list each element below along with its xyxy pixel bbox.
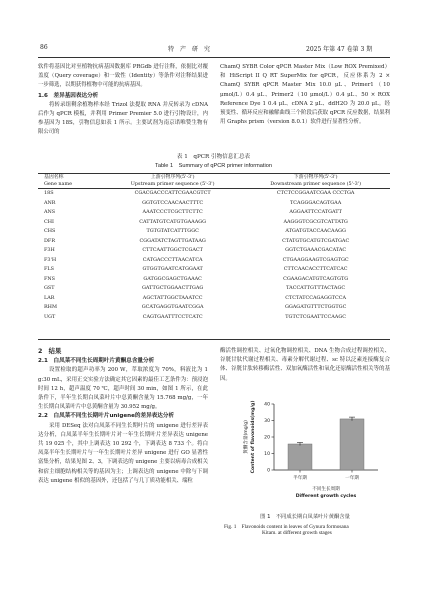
- gene-cell: FLS: [44, 266, 54, 272]
- col-up-en: Upstream primer sequence (5'-3'): [130, 181, 215, 187]
- journal-name: 特 产 研 究: [168, 46, 211, 53]
- table-row: [38, 208, 390, 218]
- y-tick-label: 20: [264, 435, 270, 441]
- table-caption-en: Table 1 Summary of qPCR primer information: [155, 163, 272, 169]
- flavonoid-bar-chart: [228, 388, 388, 508]
- upstream-primer-cell: CATTATGTCATGTGAAAGG: [139, 218, 207, 225]
- section-1-6-text: 将转录组剩余植物样本经 Trizol 法提取 RNA 并反转录为 cDNA 后作为 qPCR 模板，并利用 Primer Premier 5.0 进行引物设计，内参基因为 18S，引物信息如表 1 所示。主要试剂为南京诺唯赞生物有限公司的: [38, 101, 208, 136]
- upstream-primer-cell: CGACGACCCATTCGAACGTCT: [134, 190, 211, 196]
- upstream-primer-cell: CATGACCCTTAACATCA: [142, 256, 203, 263]
- gene-cell: 18S: [44, 190, 54, 196]
- section-2-2-continued: 酶活性调控相关、过氧化物调控相关、DNA 生物合成过程调控相关、谷胱甘肽代谢过程相关、毒素分解代谢过程、sc 特以泛素连接酶复合体、谷胱甘肽转移酶活性、双加氧酶活性和氧化还原酶活性相关等的基因。: [220, 348, 390, 382]
- x-tick-label: 一年期: [345, 476, 359, 481]
- table-row: [38, 199, 390, 209]
- y-tick-label: 40: [264, 402, 270, 408]
- table-row: [38, 189, 390, 199]
- upstream-primer-cell: CTTCAATTGGCTCGACT: [142, 247, 203, 253]
- upstream-primer-cell: GCATGAGGTGAATCGGA: [141, 304, 204, 310]
- downstream-primer-cell: CTCTATCCAGAGGTCCA: [285, 294, 347, 301]
- table-row: [38, 313, 390, 323]
- y-tick-label: 10: [264, 452, 270, 458]
- col-down-en: Downstream primer sequence (5'-3'): [270, 181, 362, 187]
- downstream-primer-cell: AGGAATTCCATGATT: [289, 209, 342, 215]
- table-row: [38, 237, 390, 247]
- table-row: [38, 303, 390, 313]
- upstream-primer-cell: GATTGCTGGAACTTGAG: [142, 285, 204, 291]
- gene-cell: UGT: [44, 313, 56, 320]
- gene-cell: F3'H: [44, 256, 57, 263]
- upstream-primer-cell: GGTGTCCAACAACTTTC: [142, 199, 204, 206]
- gene-cell: RHM: [44, 304, 57, 310]
- col-gene-en: Gene name: [44, 181, 72, 187]
- upstream-primer-cell: GATGGCGAGCTGAAAC: [143, 275, 202, 282]
- downstream-primer-cell: CTGAAGGAAGTCGAGTGC: [282, 256, 349, 263]
- downstream-primer-cell: ATGATGTACCAACAAGG: [285, 228, 346, 234]
- bar: [288, 444, 312, 470]
- primer-table: [38, 174, 390, 322]
- gene-cell: ANR: [44, 199, 56, 206]
- downstream-primer-cell: TGTCTCGAATTCCAAGC: [285, 313, 346, 320]
- upstream-primer-cell: AGCTATTGGCTAAATCC: [142, 294, 203, 301]
- gene-cell: CHS: [44, 228, 56, 234]
- downstream-primer-cell: CTATGTGCATGTCGATGAC: [282, 237, 350, 244]
- upstream-primer-cell: CAGTGAATTTCCTCATC: [142, 313, 203, 320]
- section-1-6-title: 1.6 差异基因表达分析: [38, 92, 99, 99]
- gene-cell: CHI: [44, 218, 54, 225]
- table-row: [38, 256, 390, 266]
- table-bottom-rule: [38, 339, 390, 340]
- col-down-cn: 下游引物序列(5'-3'): [293, 174, 338, 180]
- x-axis-label-cn: 不同生长周期: [312, 487, 340, 492]
- results-left-column: [38, 347, 208, 486]
- header-rule: [38, 57, 390, 58]
- gene-cell: FNS: [44, 275, 56, 282]
- table-caption-cn: 表 1 qPCR 引物信息汇总表: [176, 154, 251, 160]
- table-row: [38, 246, 390, 256]
- upstream-primer-cell: TGTGTATCATTTGGC: [146, 228, 199, 234]
- y-axis-label-en: Content of flavonoids(mg/g): [251, 400, 256, 474]
- upstream-primer-cell: AAATCCCTCGCTTCTTC: [142, 209, 203, 215]
- gene-cell: F3H: [44, 247, 55, 253]
- downstream-primer-cell: GGAGATGTTTCTGGTGC: [284, 304, 347, 310]
- table-row: [38, 275, 390, 285]
- intro-right-column: [220, 63, 390, 127]
- figure-caption-en-1: Fig. 1 Flavonoids content in leaves of Gynura formosana: [224, 524, 349, 530]
- y-tick-label: 30: [264, 419, 270, 425]
- table-row: [38, 284, 390, 294]
- page-number: 86: [40, 44, 48, 51]
- upstream-primer-cell: CGGATATCTAGTTGATAAG: [139, 237, 206, 244]
- gene-cell: ANS: [44, 209, 56, 215]
- intro-paragraph: 软件将基因比对至植物抗病基因数据库 PRGdb 进行注释，依据比对覆盖度（Query coverage）和一致性（Identity）等条件对注释结果进一步筛选，以期获得植物中可能的抗病基因。: [38, 64, 208, 89]
- downstream-primer-cell: TCAGGGACAGTGAA: [290, 199, 342, 206]
- table-row: [38, 227, 390, 237]
- x-tick-label: 半年期: [293, 476, 307, 481]
- issue-info: 2025 年第 47 卷第 3 期: [306, 46, 373, 53]
- col-gene-cn: 基因名称: [44, 174, 64, 180]
- table-row: [38, 294, 390, 304]
- bar: [340, 419, 364, 470]
- upstream-primer-cell: GTGGTGAATCATGGAAT: [142, 266, 203, 272]
- downstream-primer-cell: GGTCTGAAACGACATAC: [285, 247, 347, 253]
- downstream-primer-cell: CTTCAACACCTTCATCAC: [283, 266, 348, 272]
- gene-cell: GST: [44, 285, 55, 291]
- y-axis-label-cn: 黄酮含量(mg/g): [244, 420, 249, 454]
- results-right-column: [220, 347, 390, 384]
- section-2-2-title: 2.2 白凤菜不同生长期叶片unigene的差异表达分析: [38, 413, 175, 420]
- col-up-cn: 上游引物序列(5'-3'): [150, 174, 195, 180]
- section-2-2-text: 采用 DESeq 法对白凤菜不同生长期叶片的 unigene 进行差异表达分析，白凤菜半年生长期叶片对一年生长期叶片差异表达 unigene 共 19 025 个，其中上调表达 10 292 个，下调表达 8 733 个。将白凤菜半年生长期叶片与一年生长期叶片差异 unigene 进行 GO 显著性富集分析，结果见图 2、3，下调表达的 unigene 主要以病毒合成相关和宿主细胞结构相关等的基因为主；上调表达的 unigene 中除与下调表达 unigene 相似的基因外，还包括了与几丁质功能相关、端粒: [38, 422, 208, 484]
- table-row: [38, 265, 390, 275]
- figure-caption-en-2: Kitam. at different growth stages: [262, 530, 332, 536]
- downstream-primer-cell: CTCTCCGGAATCGAA CCCTGA: [276, 190, 355, 196]
- gene-cell: DFR: [44, 237, 55, 244]
- x-axis-label-en: Different growth cycles: [295, 494, 357, 499]
- downstream-primer-cell: TACCATTGTTTACTAGC: [286, 285, 346, 291]
- intro-left-column: [38, 63, 208, 138]
- results-heading: 2 结果: [38, 348, 62, 355]
- downstream-primer-cell: CGAAGACATGTCAGTGTG: [283, 275, 349, 282]
- section-2-1-text: 设置检取的超声功率为 200 W，萃取浓度为 70%，料液比为 1 g:30 mL，采用正交实验方法确定其它因素的最佳工艺条件为：预浸泡时间 12 h，超声温度 70 ℃，超声时间 30 min，如图 1 所示，在此条件下，半年生长期白凤菜叶片中总黄酮含量为 15.768 mg/g，一年生长期白凤菜叶片中总黄酮含量为 30.952 mg/g。: [38, 367, 208, 411]
- figure-caption-cn: 图 1 不同成长期白凤菜叶片黄酮含量: [260, 514, 350, 520]
- downstream-primer-cell: AAGGGTCGCGTCATTATG: [283, 218, 348, 225]
- reagent-paragraph: ChamQ SYBR Color qPCR Master Mix（Low ROX Premixed）和 HiScript II Q RT SuperMix for qPCR，反应体系为 2 × ChamQ SYBR qPCR Master Mix 10.0 μL、Primer1（10 μmol/L）0.4 μL、Primer2（10 μmol/L）0.4 μL、50 × ROX Reference Dye 1 0.4 μL、cDNA 2 μL、ddH2O 为 20.0 μL。经预变性、循环反应和融解曲线三个阶段后获取 qPCR 反应数据，结果利用 Graphs prism（version 8.0.1）软件进行显著性分析。: [220, 64, 390, 126]
- section-2-1-title: 2.1 白凤菜不同生长周期叶片黄酮总含量分析: [38, 358, 155, 365]
- y-tick-label: 0: [267, 468, 270, 474]
- table-row: [38, 218, 390, 228]
- gene-cell: LAR: [44, 294, 55, 301]
